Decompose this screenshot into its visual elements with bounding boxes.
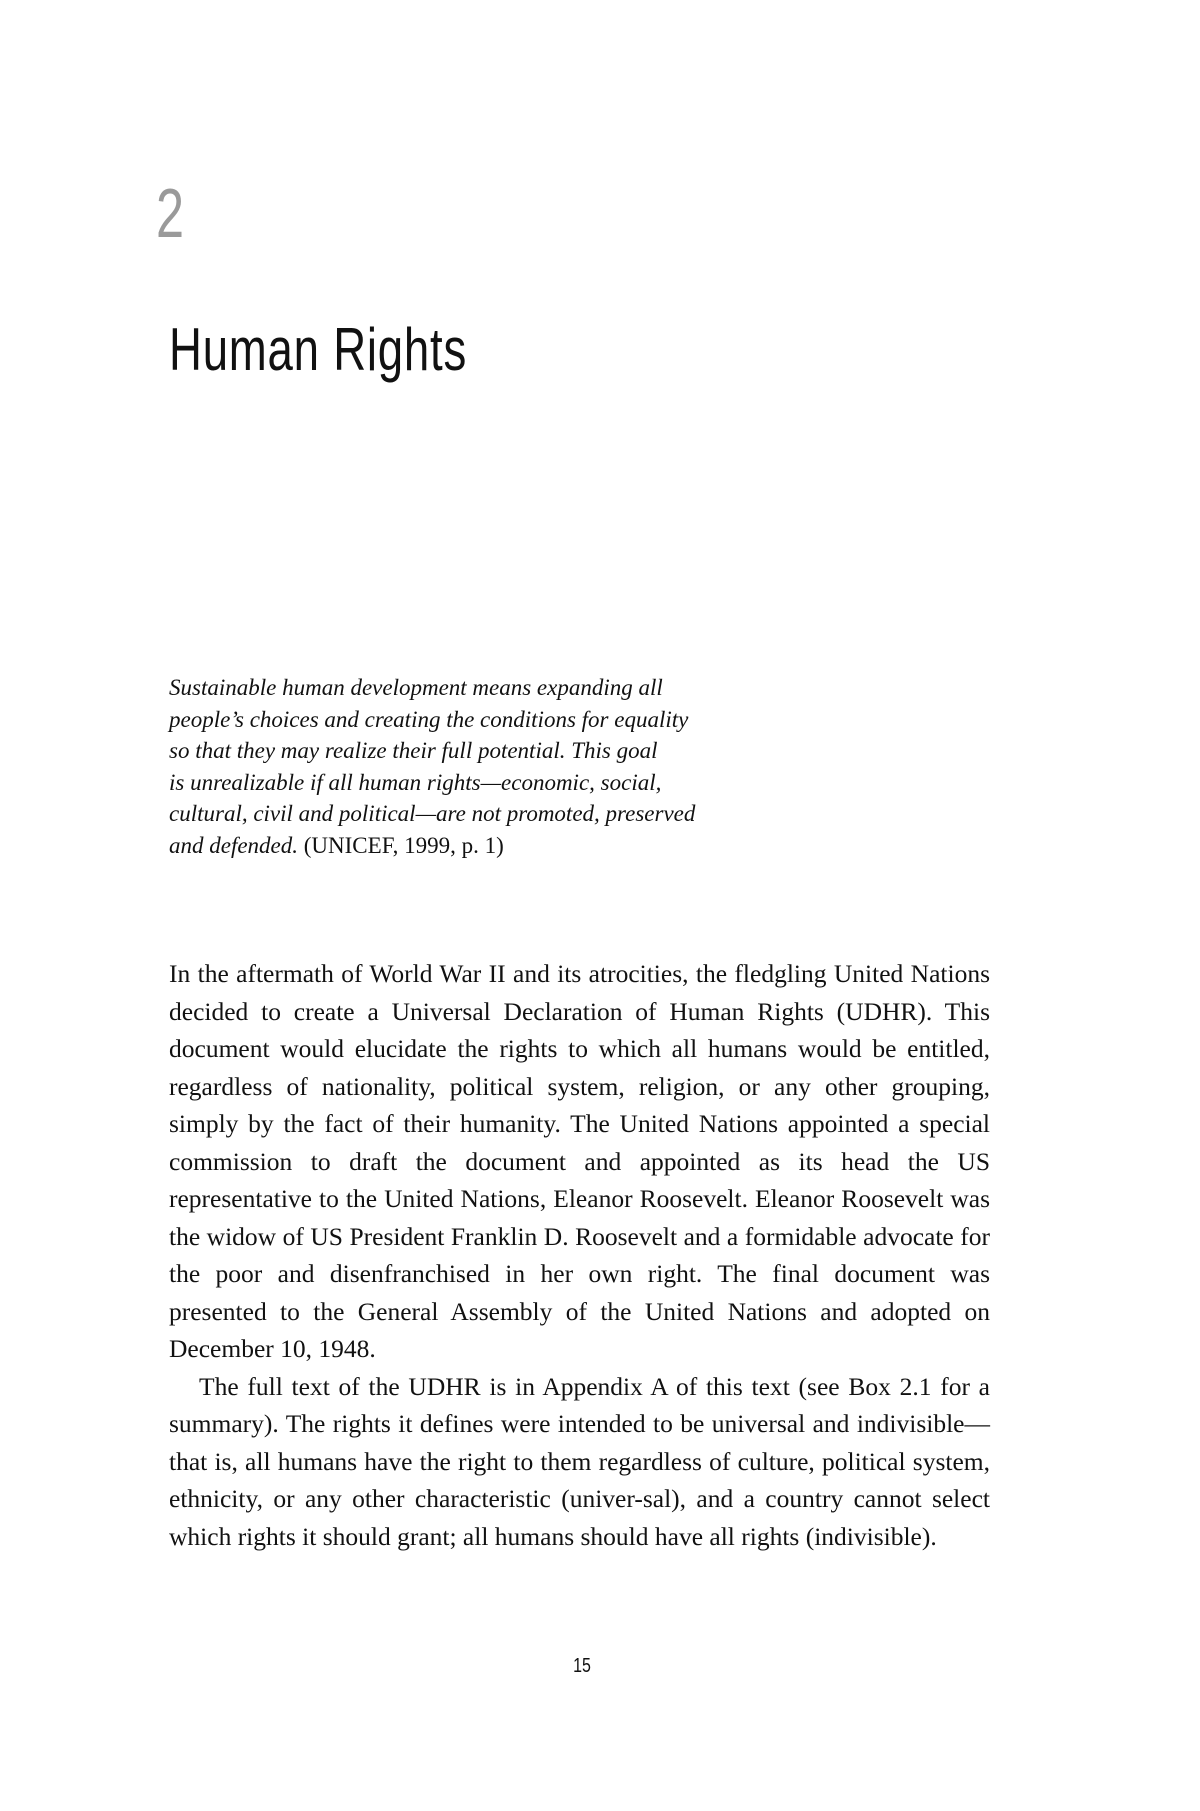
epigraph bbox=[169, 672, 809, 861]
page-number: 15 bbox=[573, 1655, 591, 1677]
epigraph-citation: (UNICEF, 1999, p. 1) bbox=[303, 832, 504, 858]
epigraph-line-end: and defended. bbox=[169, 832, 299, 858]
chapter-title: Human Rights bbox=[169, 316, 468, 383]
body-paragraph: In the aftermath of World War II and its atrocities, the fledgling United Nations decided to create a Universal Declaration of Human Rights (UDHR). This document would elucidate the rights to which all humans would be entitled, regardless of nationality, political system, religion, or any other grouping, simply by the fact of their humanity. The United Nations appointed a special commission to draft the document and appointed as its head the US representative to the United Nations, Eleanor Roosevelt. Eleanor Roosevelt was the widow of US President Franklin D. Roosevelt and a formidable advocate for the poor and disenfranchised in her own right. The final document was presented to the General Assembly of the United Nations and adopted on December 10, 1948. bbox=[169, 959, 990, 1363]
epigraph-line: cultural, civil and political—are not promoted, preserved bbox=[169, 801, 696, 826]
body-text bbox=[169, 955, 990, 1555]
epigraph-line: so that they may realize their full potential. This goal bbox=[169, 738, 658, 763]
epigraph-line: people’s choices and creating the conditions for equality bbox=[169, 706, 689, 732]
epigraph-line: Sustainable human development means expanding all bbox=[169, 675, 663, 700]
epigraph-last-line bbox=[169, 830, 809, 862]
epigraph-line: is unrealizable if all human rights—economic, social, bbox=[169, 769, 662, 795]
body-paragraph: The full text of the UDHR is in Appendix A of this text (see Box 2.1 for a summary). The rights it defines were intended to be universal and indivisible—that is, all humans have the right to them regardless of culture, political system, ethnicity, or any other characteristic (univer-sal), and a country cannot select which rights it should grant; all humans should have all rights (indivisible). bbox=[169, 1371, 990, 1551]
chapter-number: 2 bbox=[156, 174, 185, 252]
